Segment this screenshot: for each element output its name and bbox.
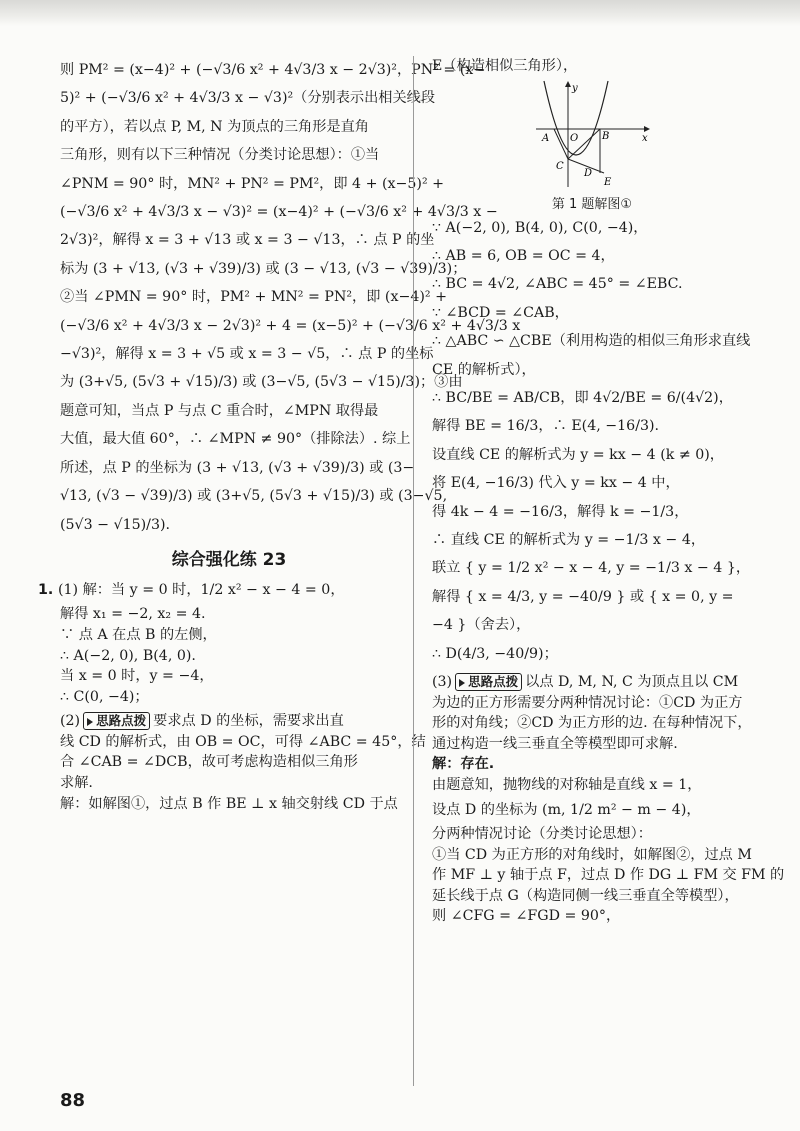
text-span: 以点 D, M, N, C 为顶点且以 CM — [525, 674, 739, 691]
text-line: 设点 D 的坐标为 (m, 1/2 m² − m − 4)， — [432, 801, 701, 818]
text-line: 三角形，则有以下三种情况（分类讨论思想）：①当 — [60, 147, 380, 164]
text-line: (−√3/6 x² + 4√3/3 x − 2√3)² + 4 = (x−5)² + (−√3/6 x² + 4√3/3 x — [60, 317, 521, 334]
text-line: ∴ D(4/3, −40/9)； — [432, 645, 558, 662]
figure-1 — [432, 79, 752, 212]
text-line: 题意可知，当点 P 与点 C 重合时，∠MPN 取得最 — [60, 402, 379, 419]
question-line — [38, 576, 398, 604]
y-axis-arrow — [565, 81, 571, 87]
x-axis-arrow — [644, 126, 650, 132]
text-line: 当 x = 0 时，y = −4， — [60, 668, 214, 685]
hint-label: 思路点拨 — [96, 713, 147, 729]
text-line: 2√3)²，解得 x = 3 + √13 或 x = 3 − √13，∴ 点 P 的坐 — [60, 232, 435, 249]
label-y: y — [572, 82, 578, 94]
label-d: D — [584, 167, 593, 179]
text-line: 为 (3+√5, (5√3 + √15)/3) 或 (3−√5, (5√3 − √15)/3)；③由 — [60, 374, 463, 391]
text-line: ∴ BC/BE = AB/CB，即 4√2/BE = 6/(4√2)， — [432, 390, 733, 407]
text-line: 标为 (3 + √13, (√3 + √39)/3) 或 (3 − √13, (√3 − √39)/3)； — [60, 260, 467, 277]
text-line: ∠PNM = 90° 时，MN² + PN² = PM²，即 4 + (x−5)² + — [60, 175, 445, 192]
text-line: ∵ A(−2, 0), B(4, 0), C(0, −4)， — [432, 219, 648, 236]
text-line: ∵ 点 A 在点 B 的左侧， — [60, 626, 217, 643]
text-line: 延长线于点 G（构造同侧一线三垂直全等模型）， — [432, 887, 739, 904]
hint-line — [432, 672, 752, 693]
figure-caption: 第 1 题解图① — [551, 196, 633, 212]
part-label: (3) — [432, 674, 453, 691]
text-line: 则 ∠CFG = ∠FGD = 90°， — [432, 908, 621, 925]
text-line: 线 CD 的解析式，由 OB = OC，可得 ∠ABC = 45°，结 — [60, 733, 426, 750]
text-line: 则 PM² = (x−4)² + (−√3/6 x² + 4√3/3 x − 2√3)²，PN² = (x− — [60, 62, 486, 78]
text-line: √13, (√3 − √39)/3) 或 (3+√5, (5√3 + √15)/3) 或 (3−√5, — [60, 488, 448, 505]
arrow-icon — [87, 718, 93, 726]
text-line: 合 ∠CAB = ∠DCB，故可考虑构造相似三角形 — [60, 754, 358, 771]
text-line: ∴ AB = 6, OB = OC = 4， — [432, 248, 615, 264]
part-label: (2) — [60, 713, 81, 730]
label-x: x — [642, 132, 648, 144]
label-o: O — [570, 132, 579, 144]
text-line: 大值，最大值 60°，∴ ∠MPN ≠ 90°（排除法）. 综上 — [60, 431, 411, 448]
hint-label: 思路点拨 — [468, 674, 519, 690]
arrow-icon — [459, 679, 465, 687]
text-line: 作 MF ⊥ y 轴于点 F，过点 D 作 DG ⊥ FM 交 FM 的 — [432, 867, 785, 884]
segment-ac — [554, 129, 568, 159]
question-number: 1. — [38, 581, 54, 598]
page-number: 88 — [60, 1090, 86, 1111]
text-line: 所述，点 P 的坐标为 (3 + √13, (√3 + √39)/3) 或 (3− — [60, 459, 415, 476]
text-line: ∴ BC = 4√2, ∠ABC = 45° = ∠EBC. — [432, 276, 683, 293]
text-line: 通过构造一线三垂直全等模型即可求解. — [432, 735, 678, 752]
right-column — [432, 56, 785, 927]
text-line: ∵ ∠BCD = ∠CAB， — [432, 304, 569, 321]
text-span: (1) 解：当 y = 0 时，1/2 x² − x − 4 = 0， — [58, 581, 345, 598]
text-line: 由题意知，抛物线的对称轴是直线 x = 1， — [432, 777, 702, 794]
text-line: (5√3 − √15)/3). — [60, 516, 171, 533]
text-line: 求解. — [60, 775, 93, 792]
hint-badge — [455, 673, 522, 691]
text-line: 解得 BE = 16/3，∴ E(4, −16/3). — [432, 418, 660, 435]
text-line: 解：存在. — [432, 756, 495, 773]
text-line: 设直线 CE 的解析式为 y = kx − 4 (k ≠ 0)， — [432, 446, 724, 463]
text-line: 的平方），若以点 P, M, N 为顶点的三角形是直角 — [60, 118, 369, 135]
text-line: 得 4k − 4 = −16/3，解得 k = −1/3， — [432, 503, 689, 520]
scan-top-band — [0, 0, 800, 26]
column-divider — [413, 56, 414, 1086]
text-line: E（构造相似三角形）， — [432, 58, 578, 74]
label-e: E — [604, 176, 612, 188]
label-a: A — [542, 132, 550, 144]
text-line: (−√3/6 x² + 4√3/3 x − √3)² = (x−4)² + (−√3/6 x² + 4√3/3 x − — [60, 204, 498, 221]
text-line: ∴ △ABC ∽ △CBE（利用构造的相似三角形求直线 — [432, 333, 751, 350]
text-line: 将 E(4, −16/3) 代入 y = kx − 4 中， — [432, 475, 680, 492]
text-line: 解：如解图①，过点 B 作 BE ⊥ x 轴交射线 CD 于点 — [60, 795, 398, 812]
section-heading: 综合强化练 23 — [171, 549, 287, 570]
text-span: 要求点 D 的坐标，需要求出直 — [153, 713, 344, 730]
text-line: ∴ 直线 CE 的解析式为 y = −1/3 x − 4， — [432, 532, 706, 549]
text-line: ∴ A(−2, 0), B(4, 0). — [60, 647, 196, 664]
hint-badge — [83, 712, 150, 730]
text-line: 分两种情况讨论（分类讨论思想）： — [432, 826, 652, 843]
text-line: 5)² + (−√3/6 x² + 4√3/3 x − √3)²（分别表示出相关线段 — [60, 90, 436, 107]
text-line: ②当 ∠PMN = 90° 时，PM² + MN² = PN²，即 (x−4)² + — [60, 289, 448, 306]
text-line: ①当 CD 为正方形的对角线时，如解图②，过点 M — [432, 846, 752, 863]
label-b: B — [602, 130, 610, 142]
hint-line — [60, 711, 398, 732]
text-line: 联立 { y = 1/2 x² − x − 4, y = −1/3 x − 4 }，解得 { x = 4/3, y = −40/9 } 或 { x = 0, y = −4 }（舍去）， — [432, 560, 751, 634]
text-line: 解得 x₁ = −2, x₂ = 4. — [60, 606, 206, 623]
label-c: C — [556, 160, 564, 172]
text-line: ∴ C(0, −4)； — [60, 688, 149, 705]
text-line: −√3)²，解得 x = 3 + √5 或 x = 3 − √5，∴ 点 P 的坐标 — [60, 346, 434, 363]
text-line: 为边的正方形需要分两种情况讨论：①CD 为正方 — [432, 694, 743, 711]
text-line: CE 的解析式）， — [432, 361, 536, 378]
text-line: 形的对角线；②CD 为正方形的边. 在每种情况下， — [432, 715, 752, 732]
parabola-figure — [532, 79, 652, 191]
